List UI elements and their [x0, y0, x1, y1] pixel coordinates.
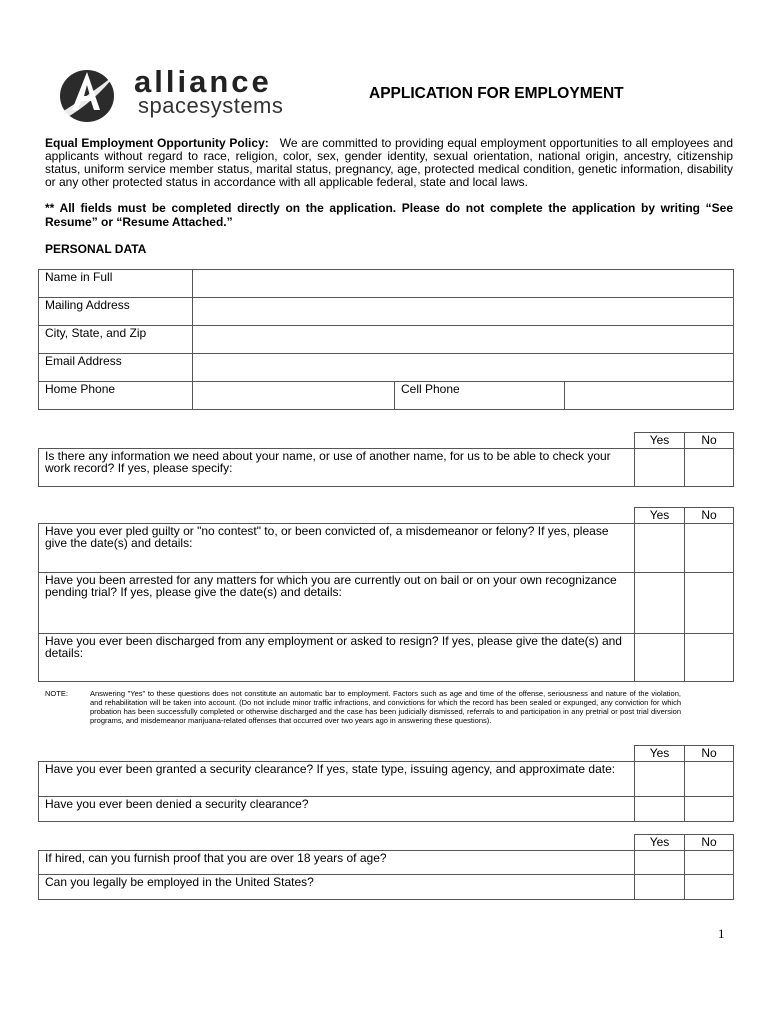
personal-data-table: [38, 269, 734, 410]
email-field[interactable]: [193, 354, 734, 382]
mailing-address-field[interactable]: [193, 298, 734, 326]
security-clearance-table: [38, 745, 734, 822]
yes-header: Yes: [635, 835, 685, 851]
discharged-no-box[interactable]: [685, 633, 734, 681]
home-phone-field[interactable]: [193, 382, 395, 410]
city-state-zip-label: City, State, and Zip: [39, 326, 193, 354]
legal-employ-question: Can you legally be employed in the United States?: [39, 874, 635, 899]
age-proof-question: If hired, can you furnish proof that you are over 18 years of age?: [39, 850, 635, 874]
logo-word-spacesystems: spacesystems: [138, 93, 284, 118]
clearance-granted-yes-box[interactable]: [635, 761, 685, 796]
age-proof-no-box[interactable]: [685, 850, 734, 874]
eeo-policy: [45, 137, 733, 189]
discharged-yes-box[interactable]: [635, 633, 685, 681]
no-header: No: [685, 508, 734, 524]
name-question: Is there any information we need about your name, or use of another name, for us to be able to check your work record? If yes, please specify:: [39, 448, 635, 486]
discharged-question: Have you ever been discharged from any employment or asked to resign? If yes, please give the date(s) and details:: [39, 633, 635, 681]
legal-employ-yes-box[interactable]: [635, 874, 685, 899]
personal-data-heading: PERSONAL DATA: [45, 242, 147, 256]
eeo-policy-text: We are committed to providing equal employment opportunities to all employees and applicants without regard to race, religion, color, sex, gender identity, sexual orientation, national origin, ancestry, citizenship status, uniform service member status, marital status, pregnancy, age, protected medical condition, genetic information, disability or any other protected status in accordance with all applicable federal, state and local laws.: [45, 136, 733, 189]
clearance-denied-yes-box[interactable]: [635, 796, 685, 821]
eligibility-table: [38, 834, 734, 900]
no-header: No: [685, 746, 734, 762]
note-text: Answering "Yes" to these questions does not constitute an automatic bar to employment. Factors such as age and time of the offense, seriousness and nature of the violation, and rehabilitation will be taken into account. (Do not include minor traffic infractions, and convictions for which the record has been sealed or expunged, any conviction for which probation has been successfully completed or otherwise discharged and the case has been judicially dismissed, referrals to and participation in any pretrial or post trial diversion programs, and misdemeanor marijuana-related offenses that occurred over two years ago in answering these questions).: [90, 689, 681, 725]
convicted-yes-box[interactable]: [635, 523, 685, 572]
mailing-address-label: Mailing Address: [39, 298, 193, 326]
clearance-granted-no-box[interactable]: [685, 761, 734, 796]
convicted-no-box[interactable]: [685, 523, 734, 572]
arrested-yes-box[interactable]: [635, 572, 685, 633]
alliance-logo-icon: [58, 66, 120, 124]
page-number: 1: [718, 926, 725, 941]
name-question-yes-box[interactable]: [635, 448, 685, 486]
cell-phone-label: Cell Phone: [395, 382, 565, 410]
yes-header: Yes: [635, 508, 685, 524]
all-fields-notice: ** All fields must be completed directly on the application. Please do not complete the application by writing “See Resume” or “Resume Attached.”: [45, 201, 733, 229]
no-header: No: [685, 433, 734, 449]
arrested-no-box[interactable]: [685, 572, 734, 633]
age-proof-yes-box[interactable]: [635, 850, 685, 874]
name-field[interactable]: [193, 270, 734, 298]
name-question-table: [38, 432, 734, 487]
note-label: NOTE:: [45, 689, 68, 698]
email-label: Email Address: [39, 354, 193, 382]
company-logo: [58, 66, 298, 126]
convicted-question: Have you ever pled guilty or "no contest" to, or been convicted of, a misdemeanor or felony? If yes, please give the date(s) and details:: [39, 523, 635, 572]
name-question-no-box[interactable]: [685, 448, 734, 486]
criminal-history-table: [38, 507, 734, 682]
clearance-denied-no-box[interactable]: [685, 796, 734, 821]
clearance-granted-question: Have you ever been granted a security clearance? If yes, state type, issuing agency, and approximate date:: [39, 761, 635, 796]
cell-phone-field[interactable]: [565, 382, 734, 410]
eeo-policy-label: Equal Employment Opportunity Policy:: [45, 136, 269, 150]
legal-employ-no-box[interactable]: [685, 874, 734, 899]
page-title: APPLICATION FOR EMPLOYMENT: [369, 85, 624, 102]
arrested-question: Have you been arrested for any matters for which you are currently out on bail or on your own recognizance pending trial? If yes, please give the date(s) and details:: [39, 572, 635, 633]
name-label: Name in Full: [39, 270, 193, 298]
logo-word-alliance: alliance: [134, 64, 272, 99]
yes-header: Yes: [635, 746, 685, 762]
no-header: No: [685, 835, 734, 851]
home-phone-label: Home Phone: [39, 382, 193, 410]
clearance-denied-question: Have you ever been denied a security clearance?: [39, 796, 635, 821]
yes-header: Yes: [635, 433, 685, 449]
city-state-zip-field[interactable]: [193, 326, 734, 354]
